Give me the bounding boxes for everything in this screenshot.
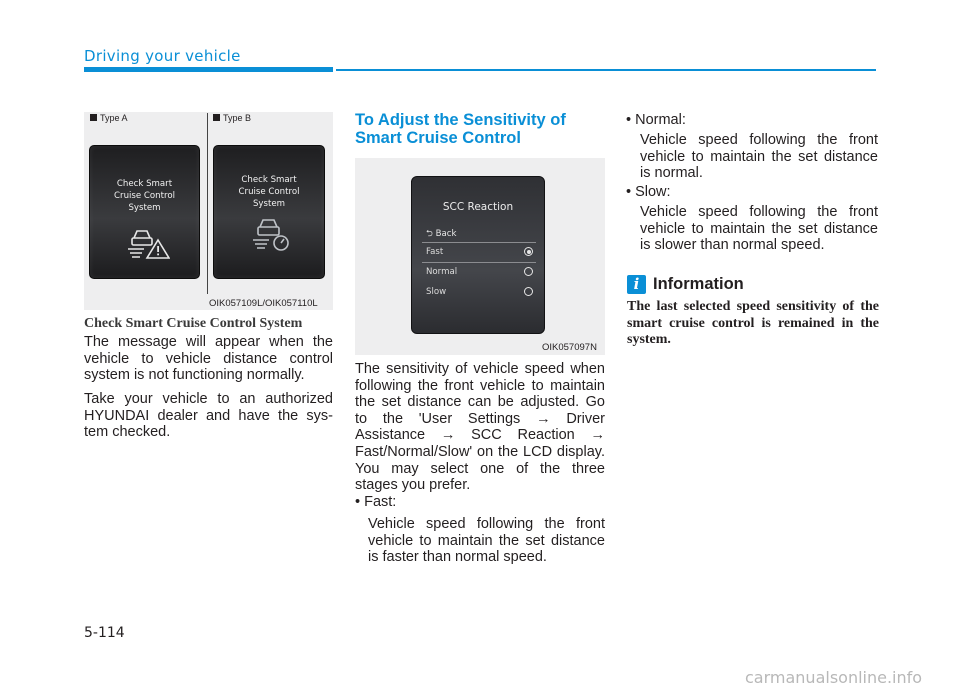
scc-option-normal: Normal xyxy=(426,267,458,277)
scc-separator xyxy=(422,262,536,263)
type-a-text: Type A xyxy=(100,113,128,123)
screen-b-message xyxy=(214,174,324,210)
bullet-slow: • Slow: xyxy=(626,184,671,200)
cluster-screen-type-b xyxy=(213,145,325,279)
square-bullet-icon xyxy=(213,114,220,121)
paragraph-dealer: Take your vehicle to an authorized HYUNDAI dealer and have the sys-tem checked. xyxy=(84,391,333,441)
section-title: Driving your vehicle xyxy=(84,47,241,65)
header-bar-thick xyxy=(84,67,333,72)
screen-b-line: System xyxy=(252,199,286,209)
information-icon: i xyxy=(627,275,646,294)
slow-description: Vehicle speed following the front vehicle to maintain the set distance is slower than normal speed. xyxy=(640,204,878,254)
paragraph-sensitivity: The sensitivity of vehicle speed when following the front vehicle to maintain the set distance can be adjusted. Go to the 'User Settings → Driver Assistance → SCC Reaction → Fast/Normal/Slow' on the LCD display. You may select one of the three stages you prefer. xyxy=(355,361,605,494)
radio-empty-icon xyxy=(524,287,533,296)
information-title: Information xyxy=(653,275,744,293)
header-bar-thin xyxy=(336,69,876,71)
radio-empty-icon xyxy=(524,267,533,276)
radio-selected-icon xyxy=(524,247,533,256)
type-divider xyxy=(207,113,208,294)
scc-title: SCC Reaction xyxy=(442,201,514,213)
square-bullet-icon xyxy=(90,114,97,121)
information-text: The last selected speed sensitivity of the smart cruise control is remained in the system. xyxy=(627,299,879,347)
car-radar-gauge-icon xyxy=(252,216,292,252)
scc-option-slow: Slow xyxy=(426,287,447,297)
scc-separator xyxy=(422,242,536,243)
bullet-normal: • Normal: xyxy=(626,112,686,128)
screen-b-line: Check Smart xyxy=(241,175,297,185)
watermark: carmanualsonline.info xyxy=(745,668,923,687)
type-b-text: Type B xyxy=(223,113,252,123)
figure-code-left: OIK057109L/OIK057110L xyxy=(209,298,318,309)
scc-back-item xyxy=(426,228,457,242)
figure-caption: Check Smart Cruise Control System xyxy=(84,316,303,331)
scc-reaction-screen xyxy=(411,176,545,334)
paragraph-warning: The message will appear when the vehicle to vehicle distance control system is not functioning normally. xyxy=(84,334,333,384)
figure-code-middle: OIK057097N xyxy=(542,342,597,353)
cluster-screen-type-a xyxy=(89,145,200,279)
screen-a-line: Check Smart xyxy=(116,179,173,189)
screen-a-line: System xyxy=(128,203,161,213)
scc-option-fast: Fast xyxy=(426,247,444,257)
screen-b-line: Cruise Control xyxy=(238,187,300,197)
scc-back-label: Back xyxy=(435,229,457,239)
type-a-label xyxy=(90,113,128,123)
bullet-fast: • Fast: xyxy=(355,494,397,510)
screen-a-line: Cruise Control xyxy=(114,191,175,201)
screen-a-message xyxy=(90,178,199,214)
page-number: 5-114 xyxy=(84,625,125,641)
return-arrow-icon: ⮌ xyxy=(426,229,433,239)
normal-description: Vehicle speed following the front vehicle to maintain the set distance is normal. xyxy=(640,132,878,182)
fast-description: Vehicle speed following the front vehicle to maintain the set distance is faster than normal speed. xyxy=(368,516,605,566)
type-b-label xyxy=(213,113,251,123)
section-heading: To Adjust the Sensitivity of Smart Cruise Control xyxy=(355,111,566,147)
car-radar-warning-icon xyxy=(126,226,170,260)
